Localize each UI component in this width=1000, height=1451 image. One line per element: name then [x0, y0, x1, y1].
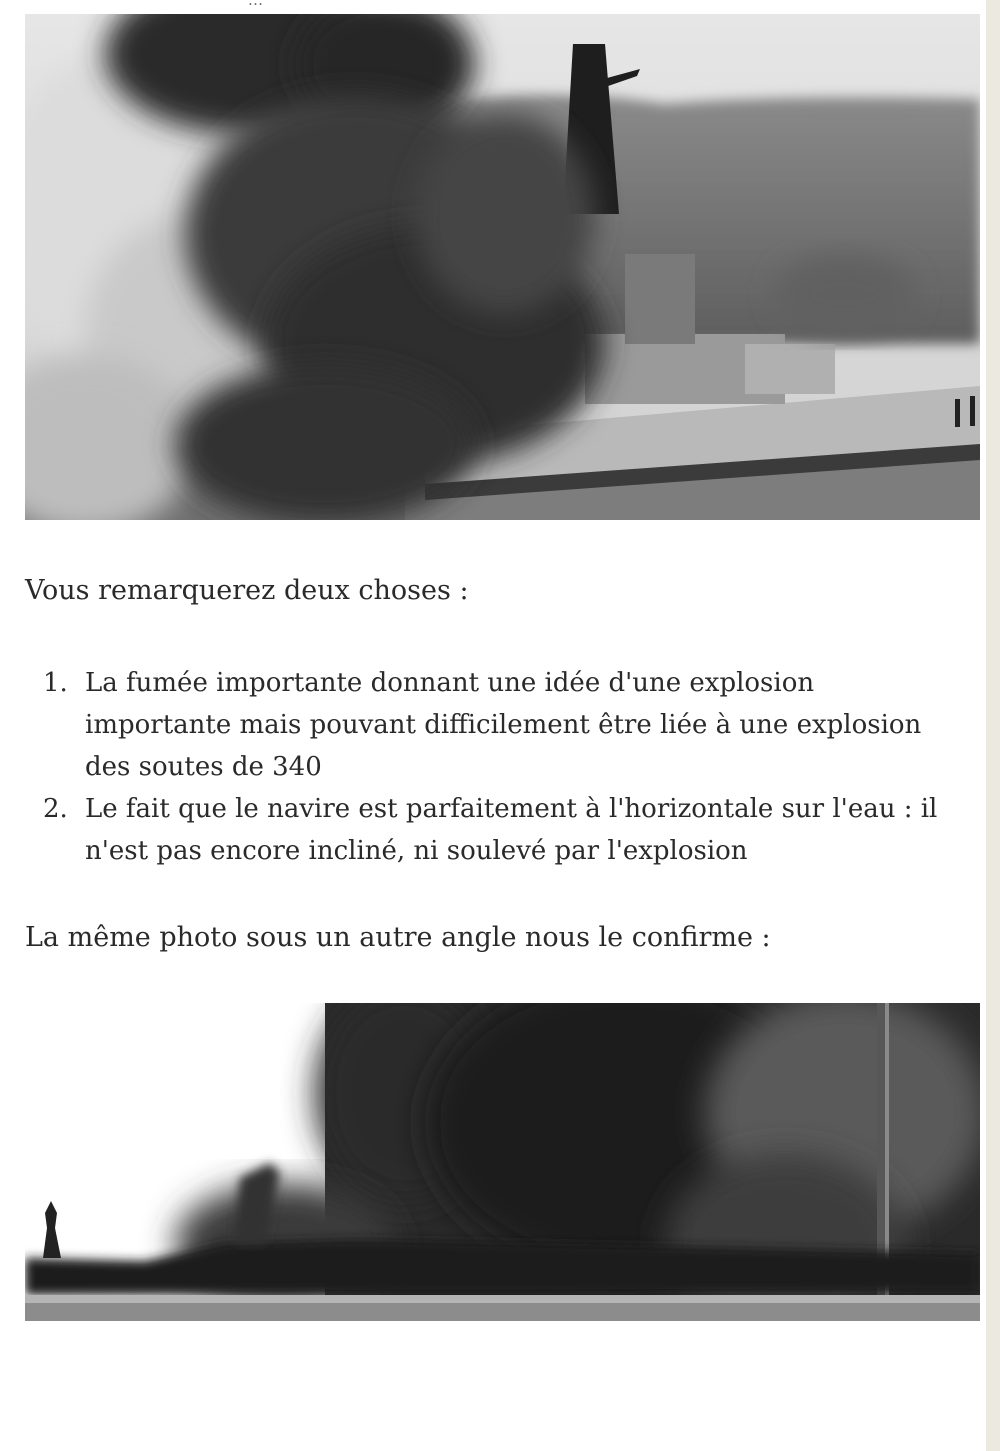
list-text-line: Le fait que le navire est parfaitement à l'horizontale sur l'eau : il — [85, 794, 938, 824]
list-text-line: des soutes de 340 — [85, 752, 322, 782]
list-item — [25, 662, 980, 788]
outro-paragraph: La même photo sous un autre angle nous le confirme : — [25, 922, 771, 953]
header-fragment: ... — [248, 0, 264, 9]
list-item — [25, 788, 980, 872]
battleship-other-angle-photo — [25, 1003, 980, 1321]
page-edge — [986, 0, 1000, 1451]
observations-list — [25, 662, 980, 872]
list-number: 2. — [43, 794, 68, 824]
list-text-line: importante mais pouvant difficilement être liée à une explosion — [85, 710, 922, 740]
list-number: 1. — [43, 668, 68, 698]
intro-paragraph: Vous remarquerez deux choses : — [25, 575, 469, 606]
list-text-line: La fumée importante donnant une idée d'une explosion — [85, 668, 815, 698]
page-header-cut — [0, 0, 986, 12]
battleship-burning-photo — [25, 14, 980, 520]
list-text-line: n'est pas encore incliné, ni soulevé par l'explosion — [85, 836, 748, 866]
